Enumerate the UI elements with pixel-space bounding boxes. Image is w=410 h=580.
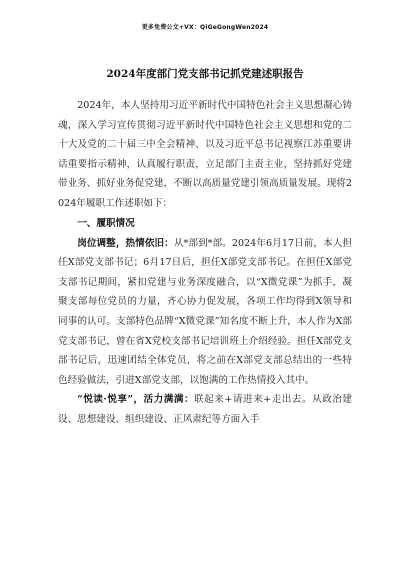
paragraph-reading-share: [58, 390, 352, 429]
paragraph-lead: “悦读·悦享”，活力满满：: [77, 394, 195, 406]
paragraph-text: 从*部到*部。2024年6月17日前，本人担任X部党支部书记；6月17日后，担任X部党支部书记。在担任X部党支部书记期间，紧扣党建与业务深度融合，以“X微党课”为抓手，凝聚支部每位党员的力量，齐心协力促发展，各项工作均得到X领导和同事的认可。支部特色品牌“X微党课”知名度不断上升，本人作为X部党支部书记，曾在省X党校支部书记培训班上介绍经验。担任X部党支部书记后，迅速团结全体党员，将之前在X部党支部总结出的一些特色经验做法，引进X部党支部，以饱满的工作热情投入其中。: [58, 237, 353, 386]
paragraph-lead: 岗位调整，热情依旧：: [77, 237, 174, 249]
section-heading-1: 一、履职情况: [77, 217, 135, 229]
paragraph-text: 联起来+请进来+走出去。从政治建设、思想建设、组织建设、正风肃纪等方面入手: [58, 394, 352, 425]
document-body: [58, 96, 352, 430]
paragraph-post-adjustment: [58, 234, 352, 391]
document-title: 2024年度部门党支部书记抓党建述职报告: [106, 68, 304, 80]
intro-paragraph: 2024年，本人坚持用习近平新时代中国特色社会主义思想凝心铸魂，深入学习宣传贯彻习近平新时代中国特色社会主义思想和党的二十大及党的二十届三中全会精神、以及习近平总书记视察江苏重要讲话重要指示精神，认真履行职责，立足部门主责主业，坚持抓好党建带业务、抓好业务促党建，不断以高质量党建引领高质量发展。现将2024年履职工作述职如下：: [58, 100, 352, 209]
header-watermark: 更多免费公文+VX：QiGeGongWen2024: [141, 24, 269, 31]
